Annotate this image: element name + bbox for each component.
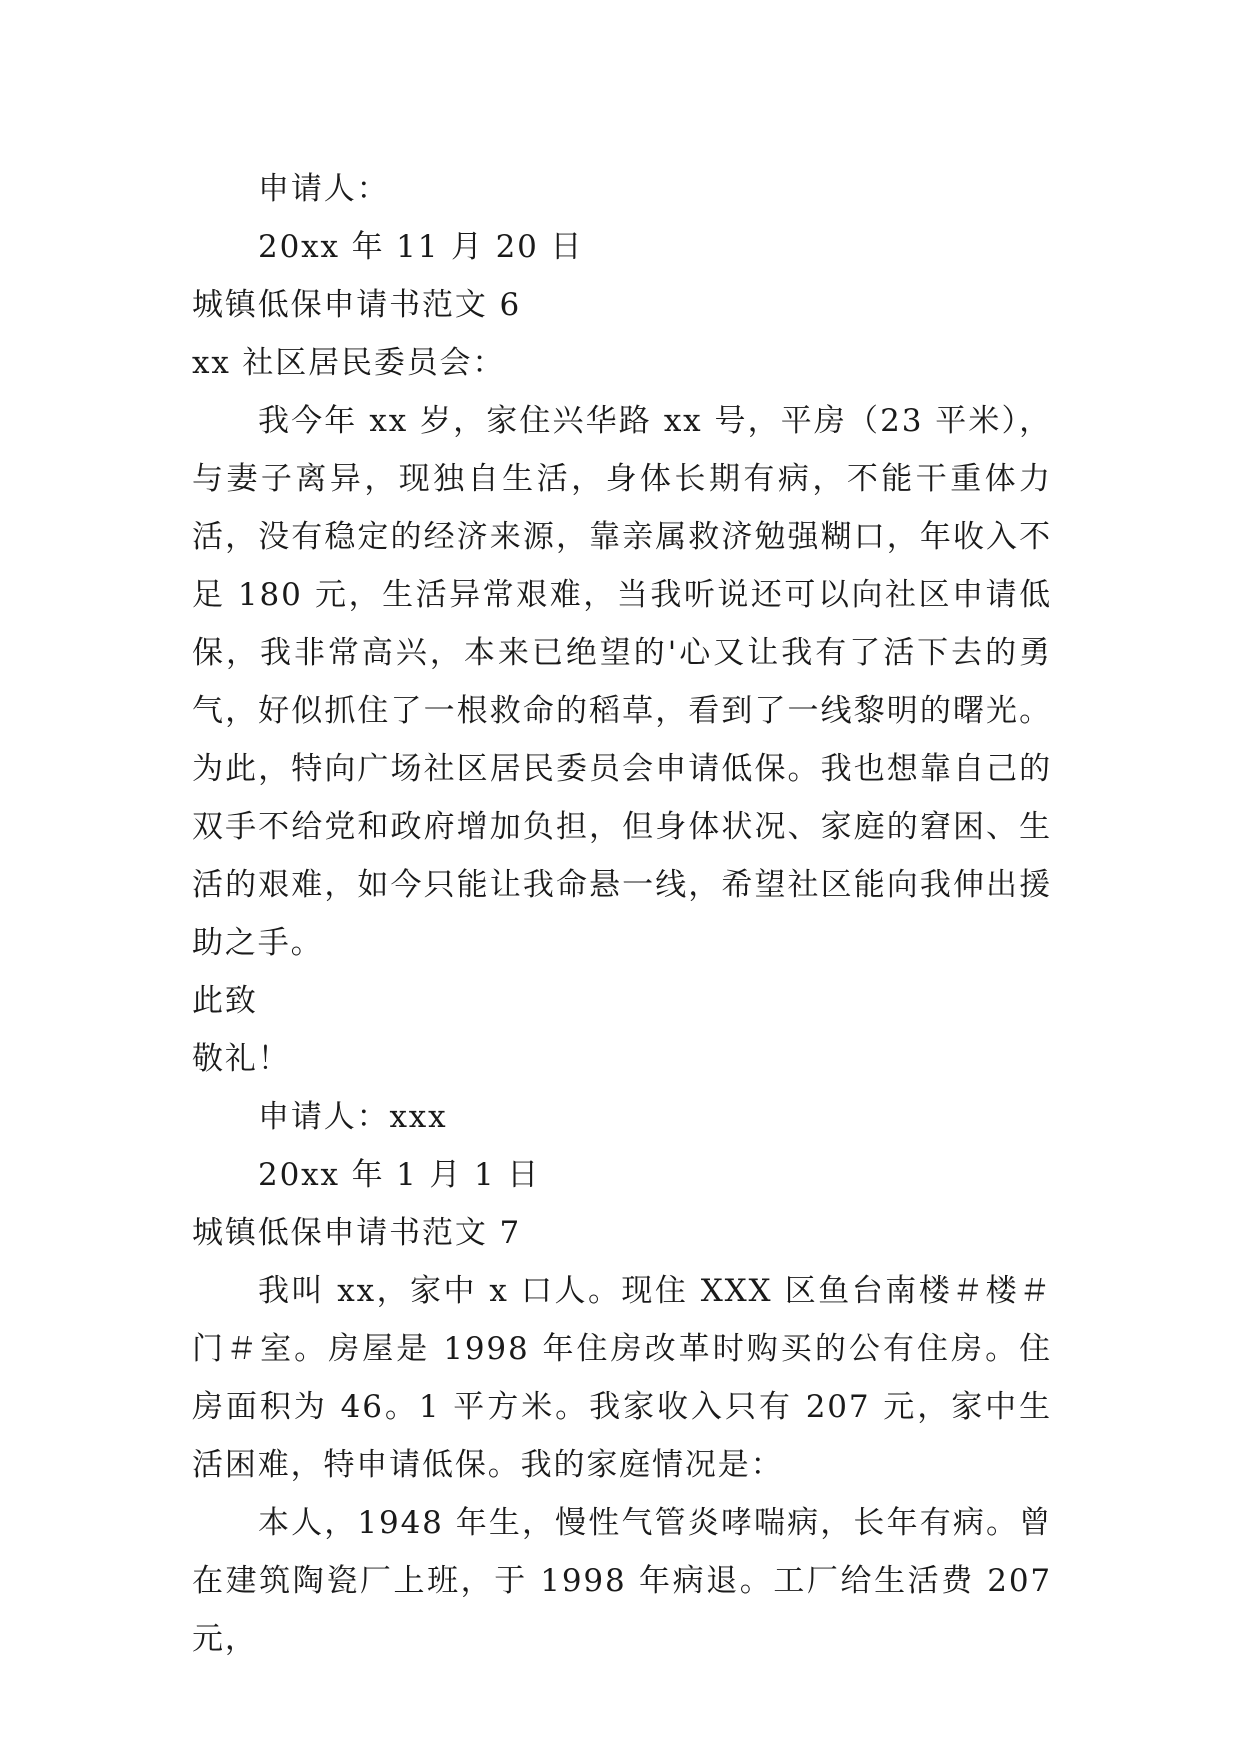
closing-line: 此致 <box>192 983 258 1019</box>
body-paragraph: 我叫 xx，家中 x 口人。现住 XXX 区鱼台南楼＃楼＃门＃室。房屋是 1998 年住房改革时购买的公有住房。住房面积为 46。1 平方米。我家收入只有 207 元，家中生活困难，特申请低保。我的家庭情况是： <box>192 1273 1052 1483</box>
applicant-signature-line: 申请人：xxx <box>258 1099 448 1135</box>
body-paragraph: 本人，1948 年生，慢性气管炎哮喘病，长年有病。曾在建筑陶瓷厂上班，于 1998 年病退。工厂给生活费 207 元， <box>192 1505 1052 1657</box>
section-heading: 城镇低保申请书范文 6 <box>192 287 522 323</box>
document-content <box>192 160 1052 1668</box>
applicant-signature-line: 申请人： <box>258 171 390 207</box>
addressee-line: xx 社区居民委员会： <box>192 345 506 381</box>
section-heading: 城镇低保申请书范文 7 <box>192 1215 522 1251</box>
body-paragraph: 我今年 xx 岁，家住兴华路 xx 号，平房（23 平米），与妻子离异，现独自生活，身体长期有病，不能干重体力活，没有稳定的经济来源，靠亲属救济勉强糊口，年收入不足 180 元，生活异常艰难，当我听说还可以向社区申请低保，我非常高兴，本来已绝望的'心又让我有了活下去的勇气，好似抓住了一根救命的稻草，看到了一线黎明的曙光。为此，特向广场社区居民委员会申请低保。我也想靠自己的双手不给党和政府增加负担，但身体状况、家庭的窘困、生活的艰难，如今只能让我命悬一线，希望社区能向我伸出援助之手。 <box>192 403 1052 961</box>
closing-salute-line: 敬礼！ <box>192 1041 291 1077</box>
date-line: 20xx 年 11 月 20 日 <box>258 229 584 265</box>
date-line: 20xx 年 1 月 1 日 <box>258 1157 541 1193</box>
